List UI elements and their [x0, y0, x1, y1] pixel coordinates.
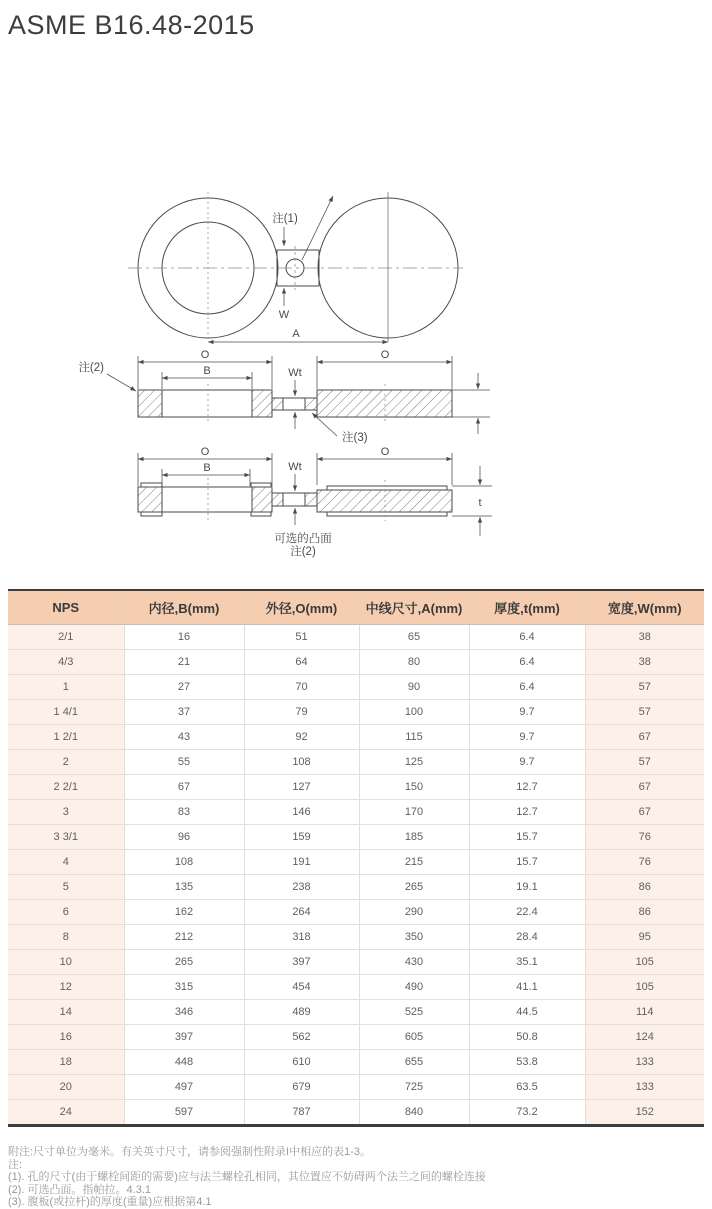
table-cell: 90 [359, 675, 469, 700]
web-hatched [305, 398, 317, 410]
table-cell: 2/1 [8, 625, 124, 650]
footnote-units: 附注:尺寸单位为毫米。有关英寸尺寸，请参阅强制性附录I中相应的表1-3。 [8, 1146, 372, 1158]
table-cell: 489 [244, 1000, 359, 1025]
table-cell: 4 [8, 850, 124, 875]
table-cell: 57 [585, 700, 704, 725]
table-cell: 51 [244, 625, 359, 650]
table-cell: 70 [244, 675, 359, 700]
table-cell: 95 [585, 925, 704, 950]
table-cell: 315 [124, 975, 244, 1000]
notes-label: 注: [8, 1158, 23, 1171]
col-header-nps: NPS [8, 590, 124, 625]
table-cell: 655 [359, 1050, 469, 1075]
table-cell: 57 [585, 675, 704, 700]
dimension-table [8, 589, 704, 1127]
col-header-width: 宽度,W(mm) [585, 590, 704, 625]
table-cell: 19.1 [469, 875, 585, 900]
table-cell: 12.7 [469, 800, 585, 825]
table-cell: 10 [8, 950, 124, 975]
table-cell: 497 [124, 1075, 244, 1100]
table-cell: 162 [124, 900, 244, 925]
table-cell: 185 [359, 825, 469, 850]
table-cell: 67 [585, 800, 704, 825]
web-hatched [272, 398, 283, 410]
table-cell: 63.5 [469, 1075, 585, 1100]
table-cell: 133 [585, 1075, 704, 1100]
table-cell: 20 [8, 1075, 124, 1100]
table-cell: 92 [244, 725, 359, 750]
table-cell: 22.4 [469, 900, 585, 925]
table-cell: 5 [8, 875, 124, 900]
table-cell: 125 [359, 750, 469, 775]
label-optional-face-note: 注(2) [290, 546, 316, 558]
table-cell: 55 [124, 750, 244, 775]
table-row [8, 875, 704, 900]
table-row [8, 900, 704, 925]
table-row [8, 625, 704, 650]
table-cell: 44.5 [469, 1000, 585, 1025]
blind-section-hatched [317, 390, 452, 417]
table-cell: 12.7 [469, 775, 585, 800]
table-cell: 38 [585, 625, 704, 650]
table-cell: 3 [8, 800, 124, 825]
label-w: W [278, 309, 290, 321]
table-cell: 67 [585, 775, 704, 800]
table-cell: 64 [244, 650, 359, 675]
note-1: (1). 孔的尺寸(由于螺栓间距的需要)应与法兰螺栓孔相同，其位置应不妨碍两个法兰之间的螺栓连接 [8, 1171, 486, 1183]
table-cell: 787 [244, 1100, 359, 1126]
label-o: O [380, 349, 390, 361]
table-cell: 9.7 [469, 725, 585, 750]
label-note2: 注(2) [78, 362, 104, 374]
table-cell: 265 [124, 950, 244, 975]
table-cell: 152 [585, 1100, 704, 1126]
table-cell: 38 [585, 650, 704, 675]
table-cell: 79 [244, 700, 359, 725]
table-cell: 41.1 [469, 975, 585, 1000]
label-b: B [203, 365, 211, 377]
table-cell: 1 [8, 675, 124, 700]
table-cell: 43 [124, 725, 244, 750]
table-cell: 12 [8, 975, 124, 1000]
blind-section-hatched [317, 490, 452, 512]
col-header-bore: 内径,B(mm) [124, 590, 244, 625]
label-note3: 注(3) [342, 432, 368, 444]
table-cell: 448 [124, 1050, 244, 1075]
table-row [8, 725, 704, 750]
table-cell: 21 [124, 650, 244, 675]
table-cell: 73.2 [469, 1100, 585, 1126]
table-cell: 1 4/1 [8, 700, 124, 725]
table-cell: 562 [244, 1025, 359, 1050]
table-cell: 76 [585, 850, 704, 875]
web-hatched [305, 493, 317, 506]
label-t: t [478, 497, 482, 509]
table-cell: 135 [124, 875, 244, 900]
table-cell: 840 [359, 1100, 469, 1126]
table-cell: 18 [8, 1050, 124, 1075]
table-cell: 9.7 [469, 750, 585, 775]
raised-face-strip [327, 486, 447, 490]
web-center [283, 493, 305, 506]
table-cell: 76 [585, 825, 704, 850]
raised-face-strip [327, 512, 447, 516]
table-row [8, 650, 704, 675]
table-cell: 264 [244, 900, 359, 925]
table-row [8, 825, 704, 850]
label-wt: Wt [288, 367, 302, 379]
label-a: A [292, 328, 300, 340]
table-cell: 3 3/1 [8, 825, 124, 850]
label-o: O [380, 446, 390, 458]
table-cell: 80 [359, 650, 469, 675]
table-cell: 265 [359, 875, 469, 900]
table-cell: 146 [244, 800, 359, 825]
table-cell: 150 [359, 775, 469, 800]
table-cell: 170 [359, 800, 469, 825]
table-cell: 15.7 [469, 850, 585, 875]
table-body [8, 625, 704, 1126]
table-row [8, 700, 704, 725]
table-cell: 290 [359, 900, 469, 925]
table-cell: 610 [244, 1050, 359, 1075]
table-cell: 212 [124, 925, 244, 950]
table-cell: 9.7 [469, 700, 585, 725]
table-row [8, 1050, 704, 1075]
table-cell: 6.4 [469, 675, 585, 700]
table-cell: 16 [8, 1025, 124, 1050]
table-cell: 105 [585, 975, 704, 1000]
table-row [8, 675, 704, 700]
table-cell: 127 [244, 775, 359, 800]
table-cell: 108 [244, 750, 359, 775]
table-header-row [8, 590, 704, 625]
note-2: (2). 可选凸面。指帕拉。4.3.1 [8, 1183, 152, 1196]
raised-face-strip [141, 483, 162, 487]
footer-notes [8, 1146, 704, 1209]
table-cell: 83 [124, 800, 244, 825]
note2-leader [107, 374, 136, 391]
web-hatched [272, 493, 283, 506]
raised-face-strip [141, 512, 162, 516]
web-center [283, 398, 305, 410]
table-cell: 318 [244, 925, 359, 950]
table-cell: 115 [359, 725, 469, 750]
table-cell: 605 [359, 1025, 469, 1050]
table-cell: 490 [359, 975, 469, 1000]
table-cell: 6.4 [469, 650, 585, 675]
table-cell: 14 [8, 1000, 124, 1025]
flange-wall-hatched [138, 487, 162, 512]
flange-wall-hatched [252, 390, 272, 417]
table-cell: 100 [359, 700, 469, 725]
table-cell: 28.4 [469, 925, 585, 950]
table-row [8, 925, 704, 950]
table-header [8, 590, 704, 625]
table-cell: 2 [8, 750, 124, 775]
table-cell: 525 [359, 1000, 469, 1025]
table-cell: 67 [124, 775, 244, 800]
note-3: (3). 腹板(或拉杆)的厚度(重量)应根据第4.1 [8, 1196, 212, 1208]
label-o: O [200, 446, 210, 458]
table-cell: 16 [124, 625, 244, 650]
col-header-centerline: 中线尺寸,A(mm) [359, 590, 469, 625]
table-cell: 6 [8, 900, 124, 925]
table-cell: 57 [585, 750, 704, 775]
table-cell: 50.8 [469, 1025, 585, 1050]
table-cell: 397 [244, 950, 359, 975]
table-row [8, 850, 704, 875]
label-note1: 注(1) [272, 213, 298, 225]
table-row [8, 1025, 704, 1050]
table-row [8, 1100, 704, 1126]
table-row [8, 975, 704, 1000]
table-cell: 350 [359, 925, 469, 950]
table-cell: 430 [359, 950, 469, 975]
table-cell: 108 [124, 850, 244, 875]
page-title: ASME B16.48-2015 [8, 10, 255, 40]
table-cell: 35.1 [469, 950, 585, 975]
table-cell: 1 2/1 [8, 725, 124, 750]
table-cell: 597 [124, 1100, 244, 1126]
label-optional-face: 可选的凸面 [274, 533, 332, 545]
spectacle-blind-flange-drawing [0, 170, 712, 570]
table-cell: 114 [585, 1000, 704, 1025]
table-cell: 15.7 [469, 825, 585, 850]
table-cell: 86 [585, 875, 704, 900]
table-row [8, 750, 704, 775]
table-row [8, 950, 704, 975]
table-cell: 67 [585, 725, 704, 750]
raised-face-strip [251, 512, 271, 516]
table-cell: 24 [8, 1100, 124, 1126]
table-cell: 37 [124, 700, 244, 725]
table-cell: 124 [585, 1025, 704, 1050]
label-o: O [200, 349, 210, 361]
table-cell: 454 [244, 975, 359, 1000]
col-header-outer-diameter: 外径,O(mm) [244, 590, 359, 625]
table-cell: 133 [585, 1050, 704, 1075]
table-row [8, 1000, 704, 1025]
table-cell: 65 [359, 625, 469, 650]
table-cell: 86 [585, 900, 704, 925]
flange-wall-hatched [252, 487, 272, 512]
table-cell: 159 [244, 825, 359, 850]
table-row [8, 1075, 704, 1100]
table-cell: 2 2/1 [8, 775, 124, 800]
table-cell: 96 [124, 825, 244, 850]
table-cell: 4/3 [8, 650, 124, 675]
label-wt: Wt [288, 461, 302, 473]
dimension-table-wrap [8, 589, 704, 1127]
table-cell: 346 [124, 1000, 244, 1025]
table-cell: 725 [359, 1075, 469, 1100]
table-cell: 6.4 [469, 625, 585, 650]
table-cell: 215 [359, 850, 469, 875]
flange-wall-hatched [138, 390, 162, 417]
table-cell: 8 [8, 925, 124, 950]
table-cell: 191 [244, 850, 359, 875]
table-cell: 397 [124, 1025, 244, 1050]
table-cell: 238 [244, 875, 359, 900]
table-cell: 105 [585, 950, 704, 975]
table-cell: 679 [244, 1075, 359, 1100]
table-row [8, 775, 704, 800]
table-row [8, 800, 704, 825]
raised-face-strip [251, 483, 271, 487]
table-cell: 53.8 [469, 1050, 585, 1075]
table-cell: 27 [124, 675, 244, 700]
label-b: B [203, 462, 211, 474]
col-header-thickness: 厚度,t(mm) [469, 590, 585, 625]
